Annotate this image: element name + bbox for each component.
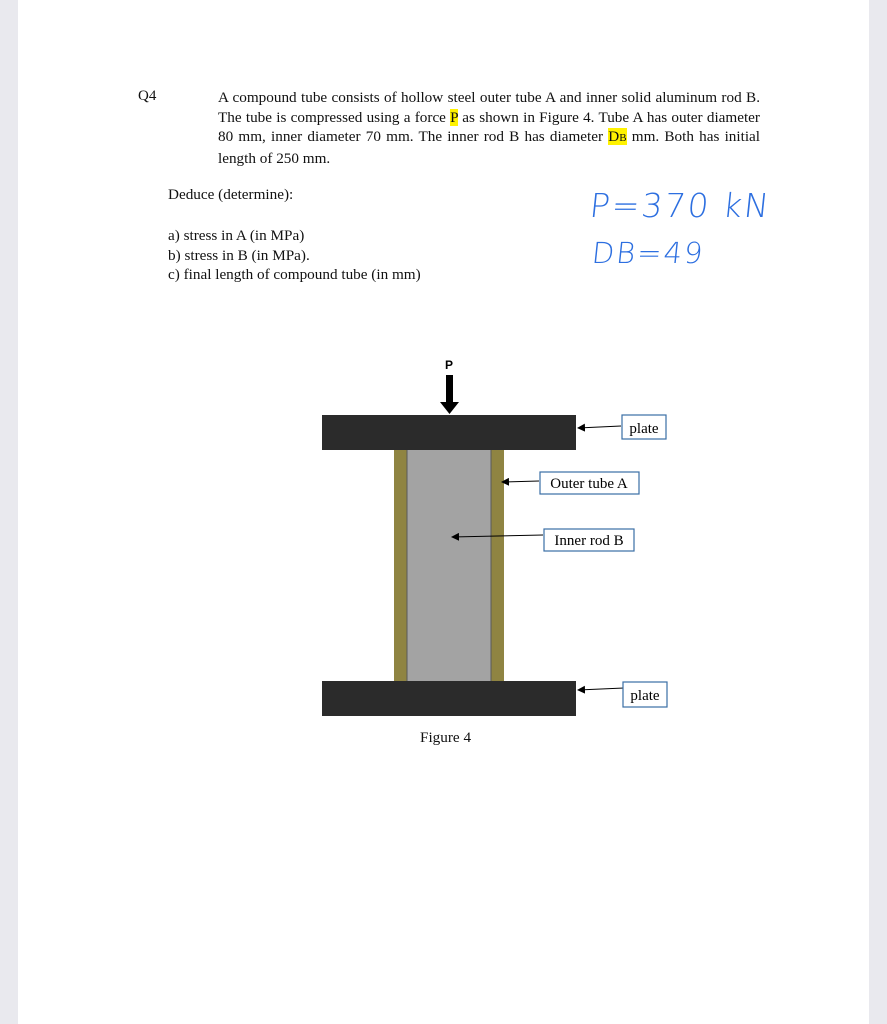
force-label: P <box>444 358 454 372</box>
leader-plate-top <box>578 426 621 428</box>
outer-tube-left-wall <box>394 450 407 681</box>
figure-caption: Figure 4 <box>420 729 472 746</box>
label-outer-tube: Outer tube A <box>550 476 628 492</box>
label-inner-rod: Inner rod B <box>554 533 624 549</box>
document-page <box>18 0 869 1024</box>
handwritten-force: P=370 kN <box>587 186 773 225</box>
leader-outer-tube <box>502 481 539 482</box>
deduce-heading: Deduce (determine): <box>168 186 294 203</box>
inner-rod <box>407 450 491 681</box>
question-text-part-1: A compound tube consists of hollow steel outer tube A and inner solid aluminum rod B. The tube is compressed using a force <box>218 89 760 126</box>
force-arrow-shaft <box>446 375 453 402</box>
outer-tube-right-wall <box>491 450 504 681</box>
db-sub: B <box>619 132 627 144</box>
top-plate <box>322 415 576 450</box>
label-plate-top: plate <box>629 421 659 437</box>
leader-plate-bottom <box>578 688 624 690</box>
bottom-plate <box>322 681 576 716</box>
part-a: a) stress in A (in MPa) <box>168 227 305 244</box>
highlight-force-p: P <box>450 108 459 126</box>
label-plate-bottom: plate <box>630 688 660 704</box>
question-number: Q4 <box>138 88 157 104</box>
part-c: c) final length of compound tube (in mm) <box>168 266 421 283</box>
question-text-part-2: as shown in Figure 4. Tube A has outer diameter 80 mm, inner diameter 70 mm. The inner rod B has diameter <box>218 108 760 145</box>
handwritten-diameter: DB=49 <box>590 236 707 270</box>
force-arrow-head <box>440 402 459 414</box>
question-text-part-3: mm. Both has initial length of 250 mm. <box>218 128 761 167</box>
part-b: b) stress in B (in MPa). <box>168 246 310 264</box>
figure-4-diagram <box>18 0 869 1024</box>
db-main: D <box>608 128 620 145</box>
